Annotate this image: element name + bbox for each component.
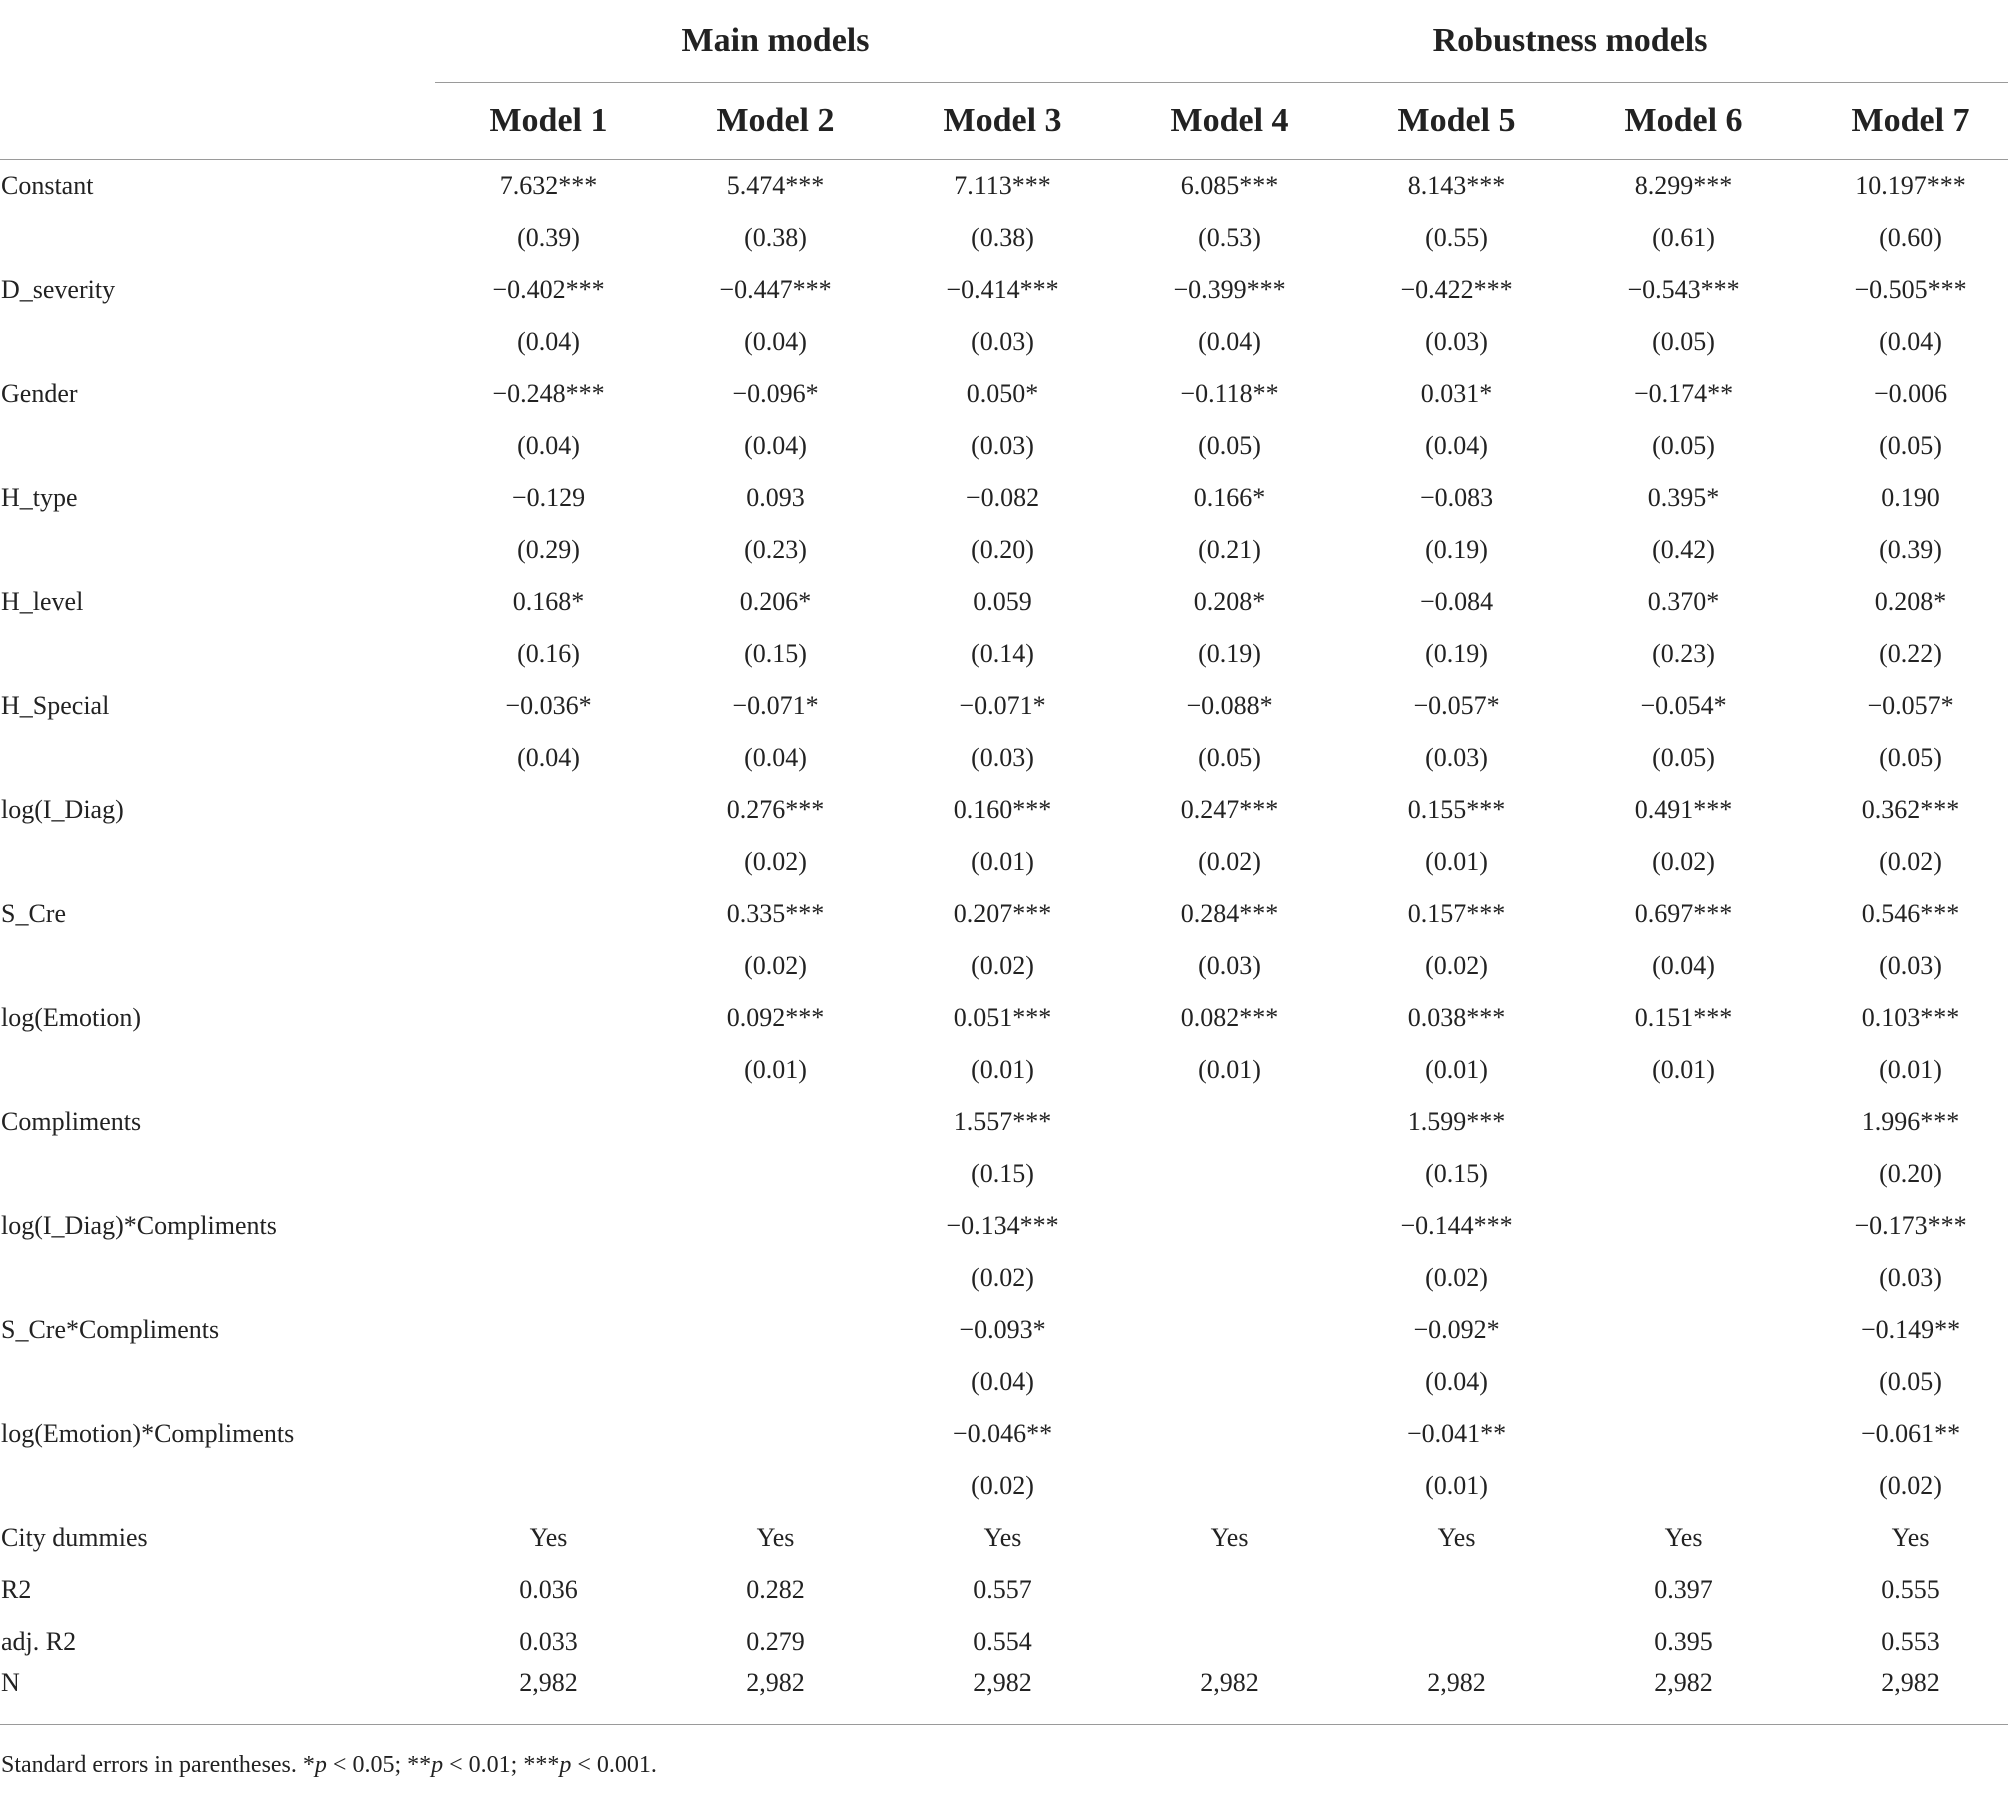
footnote-p-symbol: p <box>431 1752 444 1778</box>
table-row <box>0 732 2008 784</box>
table-cell: 0.050* <box>966 379 1039 408</box>
table-cell <box>1116 1460 1343 1512</box>
table-cell <box>1116 1356 1343 1408</box>
table-cell: (0.15) <box>744 639 807 668</box>
table-cell: 0.151*** <box>1634 1003 1733 1032</box>
row-label <box>0 732 435 784</box>
model-header: Model 7 <box>1797 83 2008 160</box>
table-row <box>0 1564 2008 1616</box>
row-label: log(Emotion)*Compliments <box>1 1419 295 1448</box>
table-cell: (0.38) <box>744 223 807 252</box>
table-cell: 0.168* <box>512 587 585 616</box>
row-label: D_severity <box>1 275 116 304</box>
table-cell: −0.071* <box>732 691 819 720</box>
table-cell: 0.284*** <box>1180 899 1279 928</box>
table-cell: −0.149** <box>1860 1315 1961 1344</box>
table-cell: 0.033 <box>519 1627 578 1656</box>
table-cell: (0.05) <box>1652 327 1715 356</box>
table-cell: −0.061** <box>1860 1419 1961 1448</box>
table-cell: 0.554 <box>973 1627 1032 1656</box>
table-row <box>0 1512 2008 1564</box>
table-cell <box>1116 1408 1343 1460</box>
table-cell: (0.04) <box>1652 951 1715 980</box>
table-cell <box>435 888 662 940</box>
row-label <box>0 316 435 368</box>
table-cell: −0.402*** <box>492 275 605 304</box>
row-label: H_Special <box>1 691 110 720</box>
row-label: H_level <box>1 587 84 616</box>
table-cell: 2,982 <box>889 1668 1116 1725</box>
table-cell <box>662 1408 889 1460</box>
table-cell: (0.21) <box>1198 535 1261 564</box>
table-cell: 0.279 <box>746 1627 805 1656</box>
table-cell: 2,982 <box>1116 1668 1343 1725</box>
model-header: Model 1 <box>435 83 662 160</box>
table-cell <box>1116 1200 1343 1252</box>
table-cell <box>662 1460 889 1512</box>
table-cell: (0.15) <box>1425 1159 1488 1188</box>
table-cell: 1.557*** <box>953 1107 1052 1136</box>
table-cell: (0.39) <box>517 223 580 252</box>
row-label <box>0 1252 435 1304</box>
table-cell: (0.05) <box>1879 1367 1942 1396</box>
table-cell <box>435 836 662 888</box>
table-cell <box>435 1148 662 1200</box>
table-row <box>0 1668 2008 1725</box>
table-cell: −0.057* <box>1867 691 1954 720</box>
table-cell: (0.23) <box>744 535 807 564</box>
table-cell: 0.335*** <box>726 899 825 928</box>
table-row <box>0 1252 2008 1304</box>
table-cell <box>662 1200 889 1252</box>
label-column-header <box>0 83 435 160</box>
table-row <box>0 1616 2008 1668</box>
table-cell: −0.447*** <box>719 275 832 304</box>
table-row <box>0 1044 2008 1096</box>
row-label: log(I_Diag)*Compliments <box>1 1211 277 1240</box>
table-cell: (0.04) <box>744 743 807 772</box>
table-cell: 0.160*** <box>953 795 1052 824</box>
table-cell: 2,982 <box>1797 1668 2008 1725</box>
table-row <box>0 524 2008 576</box>
table-cell: 0.697*** <box>1634 899 1733 928</box>
table-cell: 0.082*** <box>1180 1003 1279 1032</box>
table-cell <box>1116 1616 1343 1668</box>
table-cell: (0.20) <box>1879 1159 1942 1188</box>
table-cell: (0.01) <box>1425 1055 1488 1084</box>
table-cell: (0.19) <box>1425 535 1488 564</box>
table-cell: 2,982 <box>662 1668 889 1725</box>
table-cell: 1.996*** <box>1861 1107 1960 1136</box>
table-cell: 6.085*** <box>1180 171 1279 200</box>
table-cell: (0.05) <box>1198 743 1261 772</box>
table-body <box>0 160 2008 1725</box>
table-cell: (0.03) <box>1425 743 1488 772</box>
table-cell <box>1570 1148 1797 1200</box>
table-cell: (0.23) <box>1652 639 1715 668</box>
table-row <box>0 940 2008 992</box>
row-label: S_Cre <box>1 899 66 928</box>
table-cell: (0.02) <box>971 951 1034 980</box>
table-cell: 0.491*** <box>1634 795 1733 824</box>
table-cell: (0.04) <box>517 743 580 772</box>
table-cell: 0.093 <box>746 483 805 512</box>
table-cell: (0.01) <box>1425 1471 1488 1500</box>
table-cell: (0.05) <box>1879 743 1942 772</box>
table-row <box>0 888 2008 940</box>
row-label: Compliments <box>1 1107 142 1136</box>
row-label <box>0 1148 435 1200</box>
table-cell <box>435 1408 662 1460</box>
row-label: adj. R2 <box>1 1627 77 1656</box>
table-cell: (0.01) <box>971 847 1034 876</box>
table-cell: 0.190 <box>1881 483 1940 512</box>
model-header: Model 6 <box>1570 83 1797 160</box>
table-cell <box>662 1252 889 1304</box>
table-cell: (0.04) <box>1879 327 1942 356</box>
table-cell: 2,982 <box>435 1668 662 1725</box>
table-cell: (0.02) <box>1198 847 1261 876</box>
table-cell: (0.01) <box>1652 1055 1715 1084</box>
table-cell: (0.03) <box>971 743 1034 772</box>
table-cell: 7.113*** <box>954 171 1051 200</box>
table-cell: −0.414*** <box>946 275 1059 304</box>
table-cell: −0.088* <box>1186 691 1273 720</box>
table-cell: 0.557 <box>973 1575 1032 1604</box>
row-label: Constant <box>1 171 94 200</box>
table-cell: (0.03) <box>1879 1263 1942 1292</box>
table-cell: (0.05) <box>1652 743 1715 772</box>
table-row <box>0 212 2008 264</box>
table-cell: (0.02) <box>971 1471 1034 1500</box>
row-label: City dummies <box>1 1523 148 1552</box>
table-cell: 0.155*** <box>1407 795 1506 824</box>
footnote-text: < 0.05; ** <box>326 1752 432 1778</box>
table-cell: −0.248*** <box>492 379 605 408</box>
table-cell: (0.02) <box>744 951 807 980</box>
table-cell: −0.543*** <box>1627 275 1740 304</box>
table-cell: (0.02) <box>1425 1263 1488 1292</box>
table-cell: Yes <box>1437 1523 1476 1552</box>
table-cell: (0.29) <box>517 535 580 564</box>
table-cell: (0.05) <box>1198 431 1261 460</box>
table-cell: 0.059 <box>973 587 1032 616</box>
table-cell: (0.53) <box>1198 223 1261 252</box>
table-cell: 0.157*** <box>1407 899 1506 928</box>
table-cell: −0.084 <box>1419 587 1494 616</box>
table-cell <box>1570 1356 1797 1408</box>
table-cell: −0.422*** <box>1400 275 1513 304</box>
table-cell <box>1570 1408 1797 1460</box>
row-label: H_type <box>1 483 78 512</box>
table-row <box>0 680 2008 732</box>
table-cell <box>435 784 662 836</box>
table-cell <box>435 1096 662 1148</box>
table-cell: 7.632*** <box>499 171 598 200</box>
table-cell: −0.174** <box>1633 379 1734 408</box>
row-label <box>0 628 435 680</box>
table-cell: (0.04) <box>971 1367 1034 1396</box>
table-cell: 5.474*** <box>726 171 825 200</box>
table-cell: (0.55) <box>1425 223 1488 252</box>
table-cell: (0.02) <box>744 847 807 876</box>
table-cell <box>435 1460 662 1512</box>
row-label: Gender <box>1 379 78 408</box>
table-cell: 0.166* <box>1193 483 1266 512</box>
row-label: log(Emotion) <box>1 1003 142 1032</box>
table-cell: −0.173*** <box>1854 1211 1967 1240</box>
row-label: R2 <box>1 1575 32 1604</box>
table-footnote <box>1 1752 657 1779</box>
table-row <box>0 1356 2008 1408</box>
table-cell: (0.16) <box>517 639 580 668</box>
table-cell: −0.118** <box>1180 379 1279 408</box>
table-row <box>0 1408 2008 1460</box>
model-header: Model 4 <box>1116 83 1343 160</box>
table-cell: 0.247*** <box>1180 795 1279 824</box>
model-header: Model 3 <box>889 83 1116 160</box>
row-label <box>0 1356 435 1408</box>
table-cell <box>662 1148 889 1200</box>
table-cell <box>435 992 662 1044</box>
group-header-main: Main models <box>435 0 1116 83</box>
table-cell: 0.546*** <box>1861 899 1960 928</box>
table-row <box>0 628 2008 680</box>
table-cell <box>1570 1096 1797 1148</box>
row-label: N <box>0 1668 435 1725</box>
table-cell: 2,982 <box>1570 1668 1797 1725</box>
table-cell: (0.05) <box>1879 431 1942 460</box>
table-cell: 10.197*** <box>1855 171 1966 200</box>
table-cell: Yes <box>529 1523 568 1552</box>
table-cell <box>1570 1460 1797 1512</box>
row-label <box>0 524 435 576</box>
table-cell: −0.071* <box>959 691 1046 720</box>
table-cell: (0.01) <box>1879 1055 1942 1084</box>
row-label <box>0 212 435 264</box>
model-header: Model 5 <box>1343 83 1570 160</box>
group-header-robustness: Robustness models <box>1116 0 2008 83</box>
row-label <box>0 940 435 992</box>
table-cell: (0.01) <box>744 1055 807 1084</box>
table-cell: (0.01) <box>1198 1055 1261 1084</box>
table-cell <box>1116 1148 1343 1200</box>
table-row <box>0 1460 2008 1512</box>
footnote-text: Standard errors in parentheses. * <box>1 1752 315 1778</box>
row-label <box>0 1044 435 1096</box>
table-cell: −0.093* <box>959 1315 1046 1344</box>
table-cell: −0.083 <box>1419 483 1494 512</box>
table-cell: 0.207*** <box>953 899 1052 928</box>
table-cell <box>662 1356 889 1408</box>
table-row <box>0 264 2008 316</box>
table-cell: 8.143*** <box>1407 171 1506 200</box>
table-cell: −0.505*** <box>1854 275 1967 304</box>
table-cell: 0.370* <box>1647 587 1720 616</box>
table-cell <box>435 1252 662 1304</box>
table-cell <box>435 1044 662 1096</box>
table-cell: 0.206* <box>739 587 812 616</box>
model-header: Model 2 <box>662 83 889 160</box>
table-cell: 0.553 <box>1881 1627 1940 1656</box>
table-cell: −0.041** <box>1406 1419 1507 1448</box>
table-row <box>0 1096 2008 1148</box>
table-cell <box>1343 1616 1570 1668</box>
table-cell: −0.046** <box>952 1419 1053 1448</box>
table-cell <box>1116 1304 1343 1356</box>
table-cell: 0.038*** <box>1407 1003 1506 1032</box>
table-cell: (0.15) <box>971 1159 1034 1188</box>
table-cell: −0.129 <box>511 483 586 512</box>
table-cell: (0.02) <box>1879 1471 1942 1500</box>
table-cell: (0.02) <box>1879 847 1942 876</box>
table-cell: (0.03) <box>1879 951 1942 980</box>
group-header-row <box>0 0 2008 83</box>
row-label: log(I_Diag) <box>1 795 124 824</box>
table-cell: (0.01) <box>971 1055 1034 1084</box>
table-cell: 0.051*** <box>953 1003 1052 1032</box>
table-cell: −0.144*** <box>1400 1211 1513 1240</box>
table-cell: 8.299*** <box>1634 171 1733 200</box>
table-cell: Yes <box>983 1523 1022 1552</box>
table-cell: 0.208* <box>1193 587 1266 616</box>
table-row <box>0 316 2008 368</box>
table-cell: (0.19) <box>1425 639 1488 668</box>
table-row <box>0 1304 2008 1356</box>
table-cell <box>435 1356 662 1408</box>
table-cell: 0.397 <box>1654 1575 1713 1604</box>
table-cell: 2,982 <box>1343 1668 1570 1725</box>
table-cell: Yes <box>1664 1523 1703 1552</box>
table-cell: (0.38) <box>971 223 1034 252</box>
table-cell: (0.02) <box>1652 847 1715 876</box>
table-cell: 0.555 <box>1881 1575 1940 1604</box>
table-cell: 0.282 <box>746 1575 805 1604</box>
footnote-text: < 0.01; *** <box>443 1752 560 1778</box>
table-cell: (0.04) <box>517 431 580 460</box>
table-cell: 0.395* <box>1647 483 1720 512</box>
table-cell <box>435 1200 662 1252</box>
footnote-text: < 0.001. <box>571 1752 657 1778</box>
table-cell: (0.04) <box>1198 327 1261 356</box>
table-cell: −0.036* <box>505 691 592 720</box>
table-cell: −0.006 <box>1873 379 1948 408</box>
table-cell <box>1570 1200 1797 1252</box>
table-cell: 0.036 <box>519 1575 578 1604</box>
table-cell: 0.031* <box>1420 379 1493 408</box>
table-cell: 0.276*** <box>726 795 825 824</box>
table-cell: (0.04) <box>744 327 807 356</box>
table-cell: 0.103*** <box>1861 1003 1960 1032</box>
table-cell: −0.096* <box>732 379 819 408</box>
table-cell: 1.599*** <box>1407 1107 1506 1136</box>
table-cell <box>1570 1304 1797 1356</box>
table-cell: (0.42) <box>1652 535 1715 564</box>
table-cell: (0.39) <box>1879 535 1942 564</box>
footnote-p-symbol: p <box>314 1752 327 1778</box>
row-label: S_Cre*Compliments <box>1 1315 220 1344</box>
table-row <box>0 1200 2008 1252</box>
table-cell: (0.60) <box>1879 223 1942 252</box>
table-row <box>0 160 2008 213</box>
table-cell: (0.03) <box>1425 327 1488 356</box>
table-cell: (0.14) <box>971 639 1034 668</box>
table-cell: Yes <box>1891 1523 1930 1552</box>
table-cell: (0.02) <box>971 1263 1034 1292</box>
table-cell: −0.082 <box>965 483 1040 512</box>
table-cell: 0.092*** <box>726 1003 825 1032</box>
table-row <box>0 472 2008 524</box>
table-row <box>0 836 2008 888</box>
table-cell: −0.057* <box>1413 691 1500 720</box>
table-cell: 0.208* <box>1874 587 1947 616</box>
table-cell: (0.03) <box>971 431 1034 460</box>
table-cell: (0.22) <box>1879 639 1942 668</box>
table-cell: −0.054* <box>1640 691 1727 720</box>
table-cell: (0.04) <box>1425 1367 1488 1396</box>
table-cell <box>662 1096 889 1148</box>
table-cell: (0.03) <box>971 327 1034 356</box>
table-cell <box>1116 1564 1343 1616</box>
table-row <box>0 368 2008 420</box>
model-header-row <box>0 83 2008 160</box>
table-cell <box>435 940 662 992</box>
table-cell: 0.395 <box>1654 1627 1713 1656</box>
table-cell: (0.03) <box>1198 951 1261 980</box>
table-cell: (0.20) <box>971 535 1034 564</box>
table-cell: (0.05) <box>1652 431 1715 460</box>
table-cell: −0.134*** <box>946 1211 1059 1240</box>
table-cell: (0.02) <box>1425 951 1488 980</box>
table-row <box>0 420 2008 472</box>
row-label <box>0 420 435 472</box>
table-cell <box>1570 1252 1797 1304</box>
table-row <box>0 992 2008 1044</box>
table-cell: 0.362*** <box>1861 795 1960 824</box>
table-cell: (0.04) <box>744 431 807 460</box>
table-cell <box>435 1304 662 1356</box>
table-row <box>0 576 2008 628</box>
table-cell: −0.399*** <box>1173 275 1286 304</box>
table-cell: (0.01) <box>1425 847 1488 876</box>
table-cell: Yes <box>1210 1523 1249 1552</box>
table-cell <box>1116 1096 1343 1148</box>
table-cell: Yes <box>756 1523 795 1552</box>
table-cell <box>1343 1564 1570 1616</box>
corner-cell <box>0 0 435 83</box>
table-cell: −0.092* <box>1413 1315 1500 1344</box>
table-cell: (0.19) <box>1198 639 1261 668</box>
row-label <box>0 1460 435 1512</box>
table-row <box>0 1148 2008 1200</box>
table-cell <box>1116 1252 1343 1304</box>
table-cell: (0.04) <box>517 327 580 356</box>
table-cell: (0.61) <box>1652 223 1715 252</box>
table-row <box>0 784 2008 836</box>
table-cell <box>662 1304 889 1356</box>
footnote-p-symbol: p <box>559 1752 572 1778</box>
table-cell: (0.04) <box>1425 431 1488 460</box>
row-label <box>0 836 435 888</box>
